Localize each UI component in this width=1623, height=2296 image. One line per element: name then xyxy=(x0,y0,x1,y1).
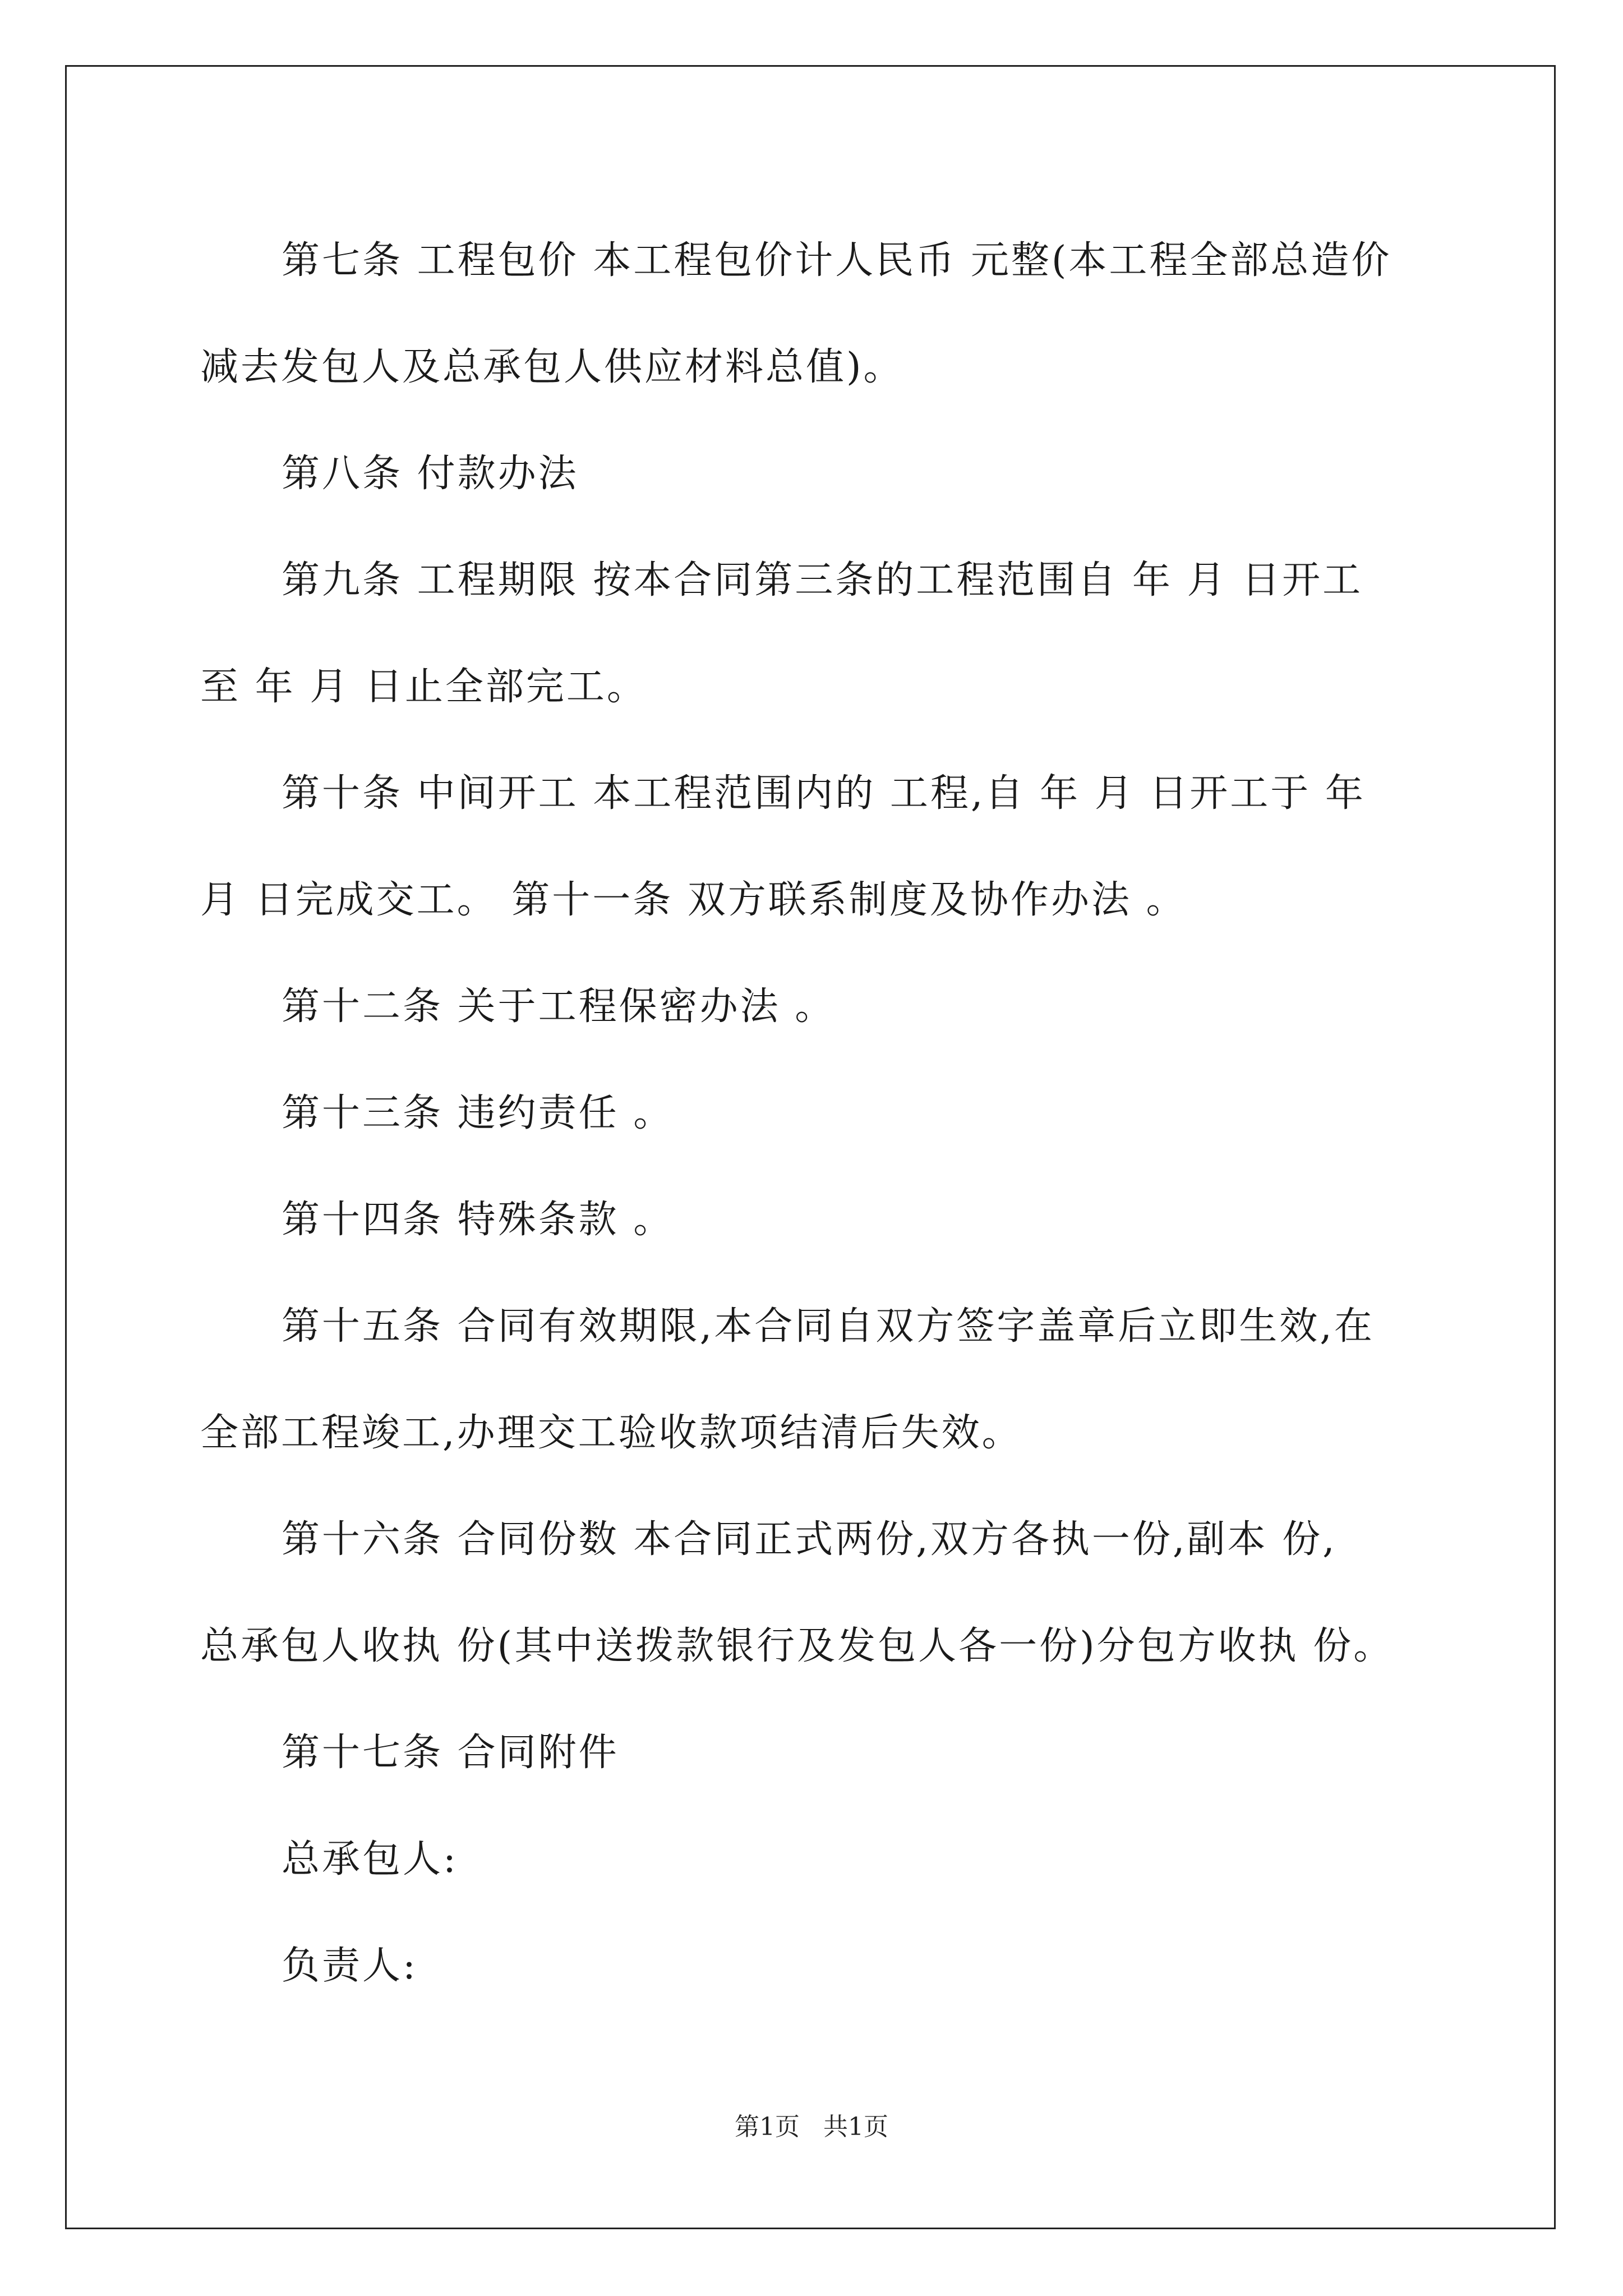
responsible-person-label: 负责人: xyxy=(282,1944,418,1988)
clause-15-line-1: 第十五条 合同有效期限,本合同自双方签字盖章后立即生效,在 xyxy=(282,1304,1375,1349)
clause-7-line-1: 第七条 工程包价 本工程包价计人民币 元整(本工程全部总造价 xyxy=(282,238,1392,283)
clause-17: 第十七条 合同附件 xyxy=(282,1731,619,1775)
clause-13: 第十三条 违约责任 。 xyxy=(282,1091,674,1135)
general-contractor-label: 总承包人: xyxy=(282,1837,458,1881)
clause-9-line-2: 至 年 月 日止全部完工。 xyxy=(200,665,647,709)
clause-7-line-2: 减去发包人及总承包人供应材料总值)。 xyxy=(200,345,904,389)
clause-16-line-1: 第十六条 合同份数 本合同正式两份,双方各执一份,副本 份, xyxy=(282,1517,1337,1562)
clause-10-line-1: 第十条 中间开工 本工程范围内的 工程,自 年 月 日开工于 年 xyxy=(282,771,1366,816)
clause-15-line-2: 全部工程竣工,办理交工验收款项结清后失效。 xyxy=(200,1411,1022,1455)
document-body xyxy=(200,208,1434,2019)
clause-16-line-2: 总承包人收执 份(其中送拨款银行及发包人各一份)分包方收执 份。 xyxy=(200,1624,1394,1668)
clause-10-line-2: 月 日完成交工。 第十一条 双方联系制度及协作办法 。 xyxy=(200,878,1187,922)
clause-8: 第八条 付款办法 xyxy=(282,452,579,496)
page-number-footer: 第1页 共1页 xyxy=(735,2113,888,2141)
clause-9-line-1: 第九条 工程期限 按本合同第三条的工程范围自 年 月 日开工 xyxy=(282,558,1363,602)
clause-12: 第十二条 关于工程保密办法 。 xyxy=(282,984,836,1029)
clause-14: 第十四条 特殊条款 。 xyxy=(282,1198,674,1242)
